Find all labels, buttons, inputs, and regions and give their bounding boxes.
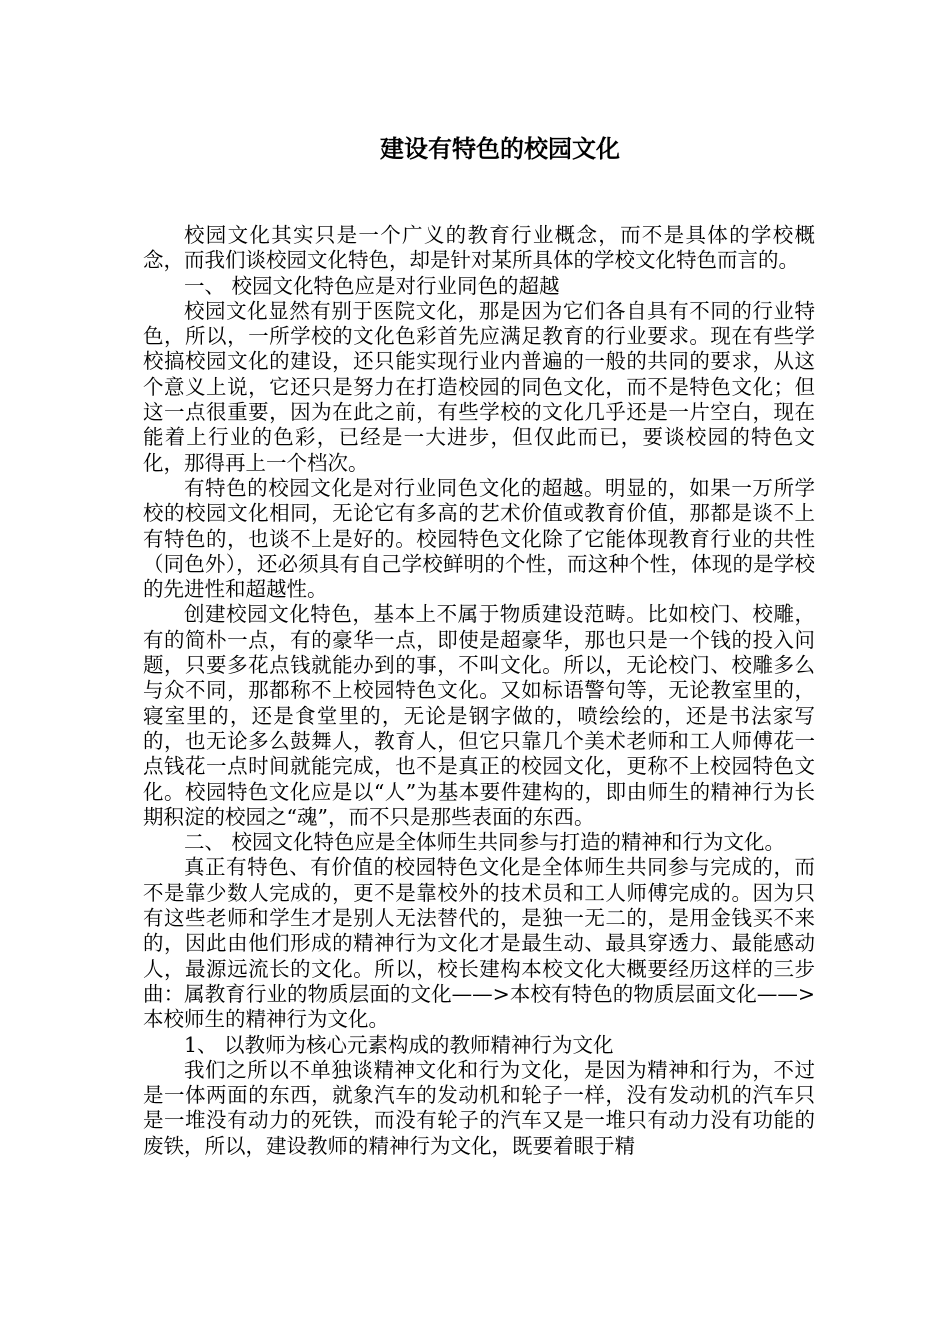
paragraph: 有特色的校园文化是对行业同色文化的超越。明显的，如果一万所学校的校园文化相同，无论它有多高的艺术价值或教育价值，那都是谈不上有特色的，也谈不上是好的。校园特色文化除了它能体现教育行业的共性（同色外），还必须具有自己学校鲜明的个性，而这种个性，体现的是学校的先进性和超越性。 (143, 475, 815, 602)
paragraph: 校园文化其实只是一个广义的教育行业概念，而不是具体的学校概念，而我们谈校园文化特色，却是针对某所具体的学校文化特色而言的。 (143, 223, 815, 273)
document-title: 建设有特色的校园文化 (380, 134, 620, 163)
paragraph: 真正有特色、有价值的校园特色文化是全体师生共同参与完成的，而不是靠少数人完成的，更不是靠校外的技术员和工人师傅完成的。因为只有这些老师和学生才是别人无法替代的，是独一无二的，是用金钱买不来的，因此由他们形成的精神行为文化才是最生动、最具穿透力、最能感动人，最源远流长的文化。所以，校长建构本校文化大概要经历这样的三步曲：属教育行业的物质层面的文化——>本校有特色的物质层面文化——>本校师生的精神行为文化。 (143, 855, 815, 1032)
section-heading: 一、 校园文化特色应是对行业同色的超越 (184, 273, 560, 298)
paragraph: 创建校园文化特色，基本上不属于物质建设范畴。比如校门、校雕，有的简朴一点，有的豪华一点，即使是超豪华，那也只是一个钱的投入问题，只要多花点钱就能办到的事，不叫文化。所以，无论校门、校雕多么与众不同，那都称不上校园特色文化。又如标语警句等，无论教室里的，寝室里的，还是食堂里的，无论是钢字做的，喷绘绘的，还是书法家写的，也无论多么鼓舞人，教育人，但它只靠几个美术老师和工人师傅花一点钱花一点时间就能完成，也不是真正的校园文化，更称不上校园特色文化。校园特色文化应是以“人”为基本要件建构的，即由师生的精神行为长期积淀的校园之“魂”，而不只是那些表面的东西。 (143, 602, 815, 829)
document-body (143, 223, 815, 1159)
paragraph: 校园文化显然有别于医院文化，那是因为它们各自具有不同的行业特色，所以，一所学校的文化色彩首先应满足教育的行业要求。现在有些学校搞校园文化的建设，还只能实现行业内普遍的一般的共同的要求，从这个意义上说，它还只是努力在打造校园的同色文化，而不是特色文化；但这一点很重要，因为在此之前，有些学校的文化几乎还是一片空白，现在能着上行业的色彩，已经是一大进步，但仅此而已，要谈校园的特色文化，那得再上一个档次。 (143, 298, 815, 475)
section-heading: 二、 校园文化特色应是全体师生共同参与打造的精神和行为文化。 (184, 830, 786, 855)
paragraph: 我们之所以不单独谈精神文化和行为文化，是因为精神和行为，不过是一体两面的东西，就象汽车的发动机和轮子一样，没有发动机的汽车只是一堆没有动力的死铁，而没有轮子的汽车又是一堆只有动力没有功能的废铁，所以，建设教师的精神行为文化，既要着眼于精 (143, 1057, 815, 1158)
subsection-heading: 1、 以教师为核心元素构成的教师精神行为文化 (184, 1032, 614, 1057)
